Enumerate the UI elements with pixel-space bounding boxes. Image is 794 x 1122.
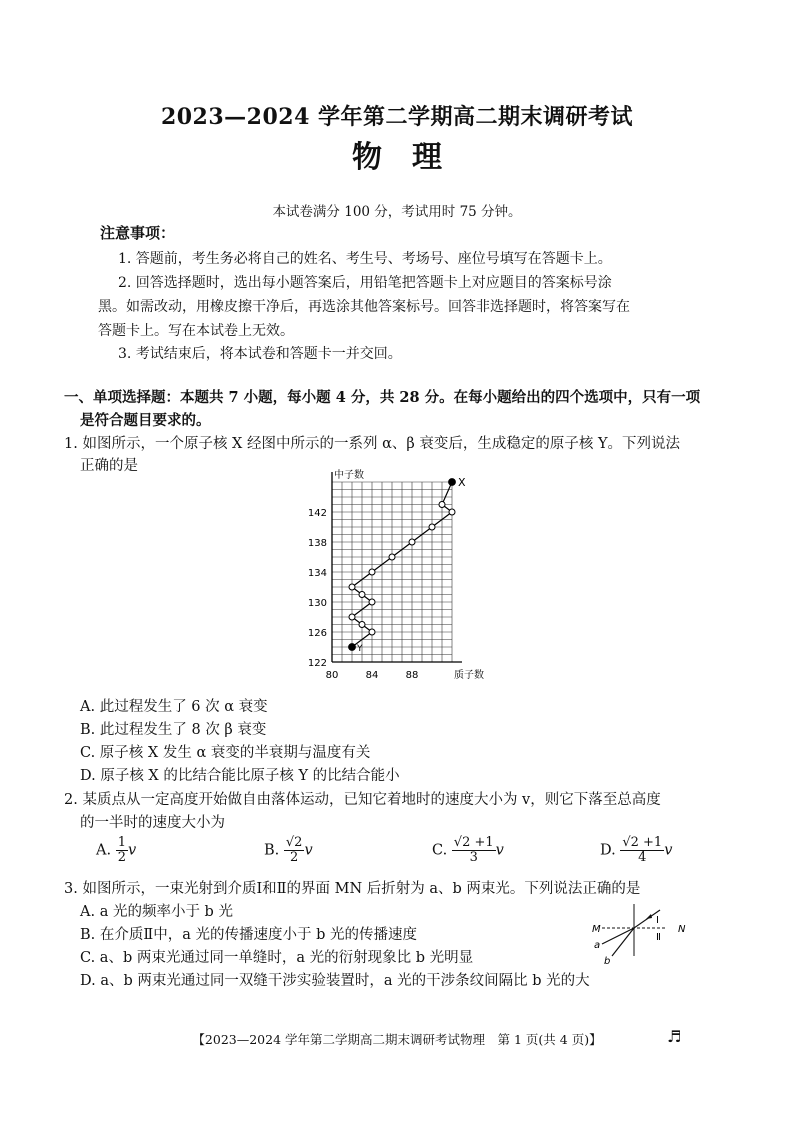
chart-axes (332, 472, 462, 662)
y-tick-label: 142 (307, 508, 327, 519)
q3-option-b: B. 在介质Ⅱ中，a 光的传播速度小于 b 光的传播速度 (80, 927, 417, 943)
notice-line: 3. 考试结束后，将本试卷和答题卡一并交回。 (118, 346, 402, 362)
q2-option-d: D. $\frac{√2 +1}{4}$ v (600, 835, 673, 865)
data-point (369, 599, 375, 605)
q1-stem-cont: 正确的是 (80, 458, 138, 474)
q3-option-c: C. a、b 两束光通过同一单缝时，a 光的衍射现象比 b 光明显 (80, 950, 474, 966)
notice-line: 1. 答题前，考生务必将自己的姓名、考生号、考场号、座位号填写在答题卡上。 (118, 251, 612, 267)
label-medium-1: Ⅰ (656, 915, 659, 926)
data-point (409, 539, 415, 545)
data-point (349, 644, 356, 651)
section-heading-cont: 是符合题目要求的。 (80, 412, 211, 429)
music-note-icon: ♬ (667, 1027, 682, 1046)
q1-option-c: C. 原子核 X 发生 α 衰变的半衰期与温度有关 (80, 745, 371, 761)
x-tick-label: 84 (365, 670, 379, 681)
exam-meta: 本试卷满分 100 分，考试用时 75 分钟。 (272, 204, 522, 220)
notice-line: 2. 回答选择题时，选出每小题答案后，用铅笔把答题卡上对应题目的答案标号涂 (118, 275, 612, 291)
ray-a (602, 928, 634, 944)
data-point (449, 509, 455, 515)
y-axis-label: 中子数 (334, 470, 364, 481)
label-a: a (594, 940, 601, 951)
label-m: M (592, 924, 601, 935)
chart-grid (332, 482, 452, 662)
y-tick-label: 130 (307, 598, 327, 609)
x-axis-label: 质子数 (454, 670, 484, 681)
subject-title: 物 理 (352, 140, 442, 175)
incident-arrow (646, 914, 652, 919)
q1-stem: 1. 如图所示，一个原子核 X 经图中所示的一系列 α、β 衰变后，生成稳定的原子核 Y。下列说法 (64, 436, 681, 452)
section-heading: 一、单项选择题：本题共 7 小题，每小题 4 分，共 28 分。在每小题给出的四个选项中，只有一项 (64, 389, 701, 406)
data-point (349, 614, 355, 620)
data-point (389, 554, 395, 560)
q2-option-c: C. $\frac{√2 +1}{3}$ v (432, 835, 504, 865)
x-tick-label: 88 (405, 670, 419, 681)
decay-chart (296, 470, 484, 690)
q3-option-a: A. a 光的频率小于 b 光 (80, 904, 233, 920)
y-tick-label: 138 (307, 538, 327, 549)
point-label-y: Y (357, 644, 363, 654)
q1-option-d: D. 原子核 X 的比结合能比原子核 Y 的比结合能小 (80, 768, 400, 784)
data-point (369, 569, 375, 575)
q1-option-a: A. 此过程发生了 6 次 α 衰变 (80, 699, 268, 715)
x-tick-label: 80 (325, 670, 339, 681)
data-point (349, 584, 355, 590)
exam-title: 2023—2024 学年第二学期高二期末调研考试 (160, 104, 634, 130)
y-tick-label: 126 (307, 628, 327, 639)
data-point (369, 629, 375, 635)
page-footer: 【2023—2024 学年第二学期高二期末调研考试物理 第 1 页(共 4 页)】 (192, 1032, 602, 1047)
q2-option-b: B. $\frac{√2}{2}$ v (264, 835, 313, 865)
data-point (439, 502, 445, 508)
label-b: b (604, 956, 611, 967)
data-point (359, 592, 365, 598)
q2-stem-cont: 的一半时的速度大小为 (80, 815, 225, 831)
ray-b (612, 928, 634, 956)
data-point (429, 524, 435, 530)
label-n: N (678, 924, 686, 935)
refraction-diagram (588, 898, 698, 968)
q3-option-d: D. a、b 两束光通过同一双缝干涉实验装置时，a 光的干涉条纹间隔比 b 光的大 (80, 973, 590, 989)
data-point (359, 622, 365, 628)
q2-stem: 2. 某质点从一定高度开始做自由落体运动，已知它着地时的速度大小为 v，则它下落至总高度 (64, 792, 661, 808)
point-label-x: X (458, 476, 466, 489)
y-tick-label: 134 (307, 568, 327, 579)
q1-option-b: B. 此过程发生了 8 次 β 衰变 (80, 722, 267, 738)
q2-option-a: A. $\frac{1}{2}$ v (96, 835, 137, 865)
data-point (449, 479, 456, 486)
label-medium-2: Ⅱ (656, 932, 661, 943)
notice-line: 答题卡上。写在本试卷上无效。 (98, 323, 294, 339)
notice-heading: 注意事项： (100, 224, 176, 242)
y-tick-label: 122 (307, 658, 327, 669)
notice-line: 黑。如需改动，用橡皮擦干净后，再选涂其他答案标号。回答非选择题时，将答案写在 (98, 299, 630, 315)
chart-labels (308, 468, 484, 681)
q3-stem: 3. 如图所示，一束光射到介质Ⅰ和Ⅱ的界面 MN 后折射为 a、b 两束光。下列说法正确的是 (64, 881, 641, 897)
